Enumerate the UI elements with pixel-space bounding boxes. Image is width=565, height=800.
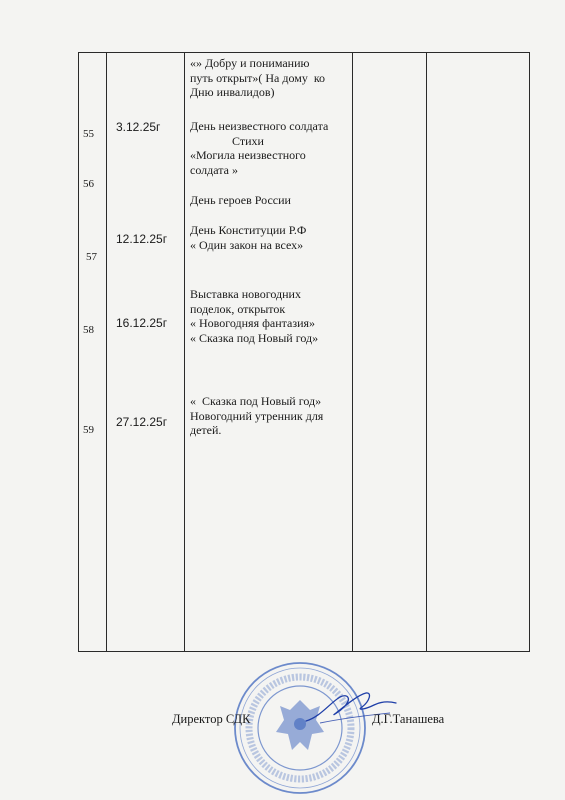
event-text: « Сказка под Новый год» Новогодний утренник для детей. [190, 394, 324, 437]
row-number: 56 [83, 178, 94, 190]
row-number: 58 [83, 324, 94, 336]
column-divider-4 [352, 52, 353, 652]
event-date: 3.12.25г [116, 120, 161, 134]
event-text: День героев России [190, 193, 291, 207]
column-divider-5 [426, 52, 427, 652]
event-text: «» Добру и пониманию путь открыт»( На дому ко Дню инвалидов) [190, 56, 326, 99]
event-date: 16.12.25г [116, 316, 168, 330]
director-title: Директор СДК [172, 712, 251, 726]
table-top-border [78, 52, 530, 53]
table-bottom-border [78, 651, 530, 652]
column-divider-1 [78, 52, 79, 652]
row-number: 59 [83, 424, 94, 436]
column-divider-6 [529, 52, 530, 652]
column-divider-2 [106, 52, 107, 652]
event-date: 12.12.25г [116, 232, 168, 246]
director-name: Д.Г.Танашева [372, 712, 445, 726]
event-text: День Конституции Р.Ф « Один закон на всех» [190, 223, 307, 252]
row-number: 55 [83, 128, 94, 140]
column-divider-3 [184, 52, 185, 652]
event-text: День неизвестного солдата Стихи «Могила неизвестного солдата » [190, 119, 329, 177]
row-number: 57 [86, 251, 97, 263]
event-text: Выставка новогодних поделок, открыток « Новогодняя фантазия» « Сказка под Новый год» [190, 287, 319, 345]
event-date: 27.12.25г [116, 415, 168, 429]
